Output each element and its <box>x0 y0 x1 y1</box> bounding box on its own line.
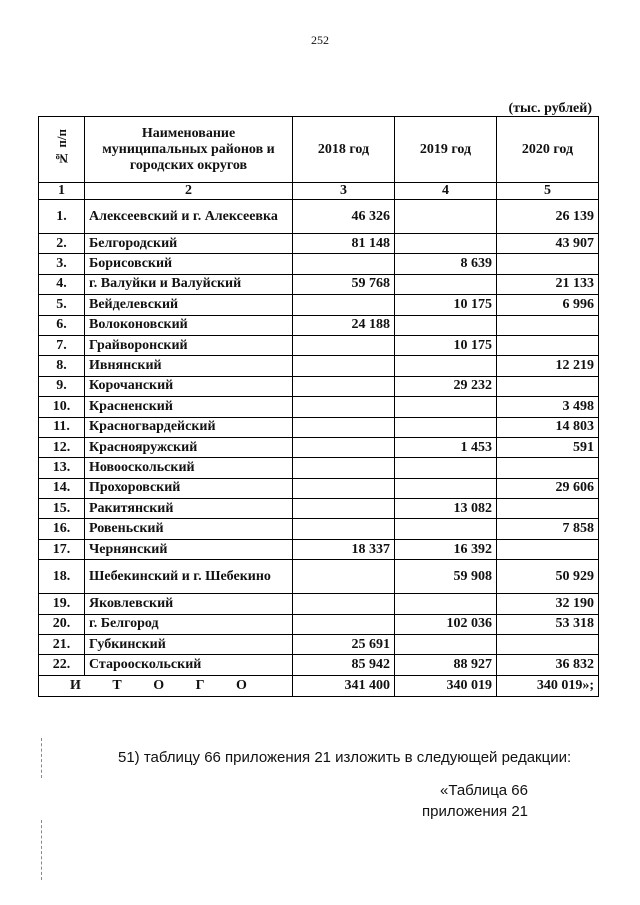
table-row <box>39 437 599 457</box>
row-number: 19. <box>39 594 85 614</box>
table-row <box>39 655 599 675</box>
column-number: 4 <box>395 183 497 200</box>
row-number: 5. <box>39 295 85 315</box>
value-2020: 591 <box>497 437 599 457</box>
page-number: 252 <box>311 33 329 47</box>
total-2020: 340 019»; <box>497 675 599 696</box>
value-2019: 10 175 <box>395 335 497 355</box>
value-2020: 6 996 <box>497 295 599 315</box>
value-2018 <box>293 254 395 274</box>
value-2020 <box>497 499 599 519</box>
table-row <box>39 200 599 234</box>
value-2019: 8 639 <box>395 254 497 274</box>
value-2020: 36 832 <box>497 655 599 675</box>
region-name: Старооскольский <box>85 655 293 675</box>
value-2018: 24 188 <box>293 315 395 335</box>
table-row <box>39 397 599 417</box>
table-row <box>39 234 599 254</box>
table-row <box>39 614 599 634</box>
header-name: Наименование муниципальных районов и городских округов <box>85 117 293 183</box>
value-2019 <box>395 519 497 539</box>
value-2020: 12 219 <box>497 356 599 376</box>
value-2020: 53 318 <box>497 614 599 634</box>
value-2019: 10 175 <box>395 295 497 315</box>
value-2018 <box>293 499 395 519</box>
table-row <box>39 295 599 315</box>
total-2019: 340 019 <box>395 675 497 696</box>
table-row <box>39 458 599 478</box>
region-name: Корочанский <box>85 376 293 396</box>
value-2020 <box>497 315 599 335</box>
value-2020: 26 139 <box>497 200 599 234</box>
table-row <box>39 274 599 294</box>
value-2018: 25 691 <box>293 635 395 655</box>
value-2019 <box>395 234 497 254</box>
header-2019: 2019 год <box>395 117 497 183</box>
margin-mark <box>41 738 43 778</box>
region-name: Краснояружский <box>85 437 293 457</box>
row-number: 20. <box>39 614 85 634</box>
row-number: 11. <box>39 417 85 437</box>
region-name: г. Белгород <box>85 614 293 634</box>
region-name: Вейделевский <box>85 295 293 315</box>
value-2020 <box>497 335 599 355</box>
table-row <box>39 356 599 376</box>
budget-table <box>38 116 599 697</box>
value-2019: 29 232 <box>395 376 497 396</box>
value-2020 <box>497 458 599 478</box>
header-2018: 2018 год <box>293 117 395 183</box>
value-2018 <box>293 376 395 396</box>
row-number: 2. <box>39 234 85 254</box>
total-row <box>39 675 599 696</box>
table-row <box>39 376 599 396</box>
row-number: 6. <box>39 315 85 335</box>
table-row <box>39 560 599 594</box>
value-2020: 29 606 <box>497 478 599 498</box>
value-2019: 1 453 <box>395 437 497 457</box>
value-2018 <box>293 437 395 457</box>
column-number: 5 <box>497 183 599 200</box>
row-number: 15. <box>39 499 85 519</box>
value-2018 <box>293 295 395 315</box>
value-2018: 18 337 <box>293 539 395 559</box>
value-2020 <box>497 539 599 559</box>
value-2019: 16 392 <box>395 539 497 559</box>
table-row <box>39 254 599 274</box>
region-name: Шебекинский и г. Шебекино <box>85 560 293 594</box>
column-number: 3 <box>293 183 395 200</box>
value-2020: 3 498 <box>497 397 599 417</box>
value-2019 <box>395 356 497 376</box>
margin-mark <box>41 820 43 880</box>
header-2020: 2020 год <box>497 117 599 183</box>
value-2018 <box>293 560 395 594</box>
table-row <box>39 315 599 335</box>
row-number: 21. <box>39 635 85 655</box>
value-2019 <box>395 315 497 335</box>
value-2019: 13 082 <box>395 499 497 519</box>
table-row <box>39 478 599 498</box>
value-2020: 32 190 <box>497 594 599 614</box>
row-number: 17. <box>39 539 85 559</box>
region-name: Красногвардейский <box>85 417 293 437</box>
value-2019 <box>395 274 497 294</box>
table-row <box>39 594 599 614</box>
row-number: 1. <box>39 200 85 234</box>
region-name: Чернянский <box>85 539 293 559</box>
value-2019: 102 036 <box>395 614 497 634</box>
row-number: 16. <box>39 519 85 539</box>
table-caption-line2: приложения 21 <box>422 803 528 820</box>
value-2019 <box>395 397 497 417</box>
column-number: 1 <box>39 183 85 200</box>
value-2020 <box>497 376 599 396</box>
table-row <box>39 417 599 437</box>
value-2020 <box>497 635 599 655</box>
row-number: 12. <box>39 437 85 457</box>
value-2018 <box>293 335 395 355</box>
value-2020: 21 133 <box>497 274 599 294</box>
value-2018 <box>293 614 395 634</box>
row-number: 3. <box>39 254 85 274</box>
value-2020: 43 907 <box>497 234 599 254</box>
header-num: № п/п <box>39 117 85 183</box>
region-name: Красненский <box>85 397 293 417</box>
region-name: Губкинский <box>85 635 293 655</box>
value-2018 <box>293 478 395 498</box>
value-2019 <box>395 200 497 234</box>
region-name: Ивнянский <box>85 356 293 376</box>
value-2018 <box>293 519 395 539</box>
row-number: 4. <box>39 274 85 294</box>
table-row <box>39 499 599 519</box>
row-number: 8. <box>39 356 85 376</box>
row-number: 22. <box>39 655 85 675</box>
value-2019 <box>395 635 497 655</box>
row-number: 9. <box>39 376 85 396</box>
value-2019 <box>395 458 497 478</box>
region-name: Белгородский <box>85 234 293 254</box>
value-2019 <box>395 594 497 614</box>
value-2019 <box>395 417 497 437</box>
value-2020: 14 803 <box>497 417 599 437</box>
value-2018: 46 326 <box>293 200 395 234</box>
value-2018 <box>293 594 395 614</box>
row-number: 13. <box>39 458 85 478</box>
table-row <box>39 335 599 355</box>
row-number: 14. <box>39 478 85 498</box>
region-name: Ракитянский <box>85 499 293 519</box>
region-name: Волоконовский <box>85 315 293 335</box>
region-name: Борисовский <box>85 254 293 274</box>
table-row <box>39 519 599 539</box>
row-number: 7. <box>39 335 85 355</box>
column-number: 2 <box>85 183 293 200</box>
header-row <box>39 117 599 183</box>
value-2018: 81 148 <box>293 234 395 254</box>
value-2019 <box>395 478 497 498</box>
value-2019: 59 908 <box>395 560 497 594</box>
row-number: 18. <box>39 560 85 594</box>
region-name: Яковлевский <box>85 594 293 614</box>
region-name: Новооскольский <box>85 458 293 478</box>
value-2020: 50 929 <box>497 560 599 594</box>
column-number-row <box>39 183 599 200</box>
value-2018 <box>293 458 395 478</box>
value-2018 <box>293 397 395 417</box>
region-name: Прохоровский <box>85 478 293 498</box>
value-2018: 85 942 <box>293 655 395 675</box>
region-name: Грайворонский <box>85 335 293 355</box>
region-name: Алексеевский и г. Алексеевка <box>85 200 293 234</box>
table-row <box>39 635 599 655</box>
value-2020 <box>497 254 599 274</box>
value-2018 <box>293 417 395 437</box>
value-2018: 59 768 <box>293 274 395 294</box>
value-2019: 88 927 <box>395 655 497 675</box>
region-name: Ровеньский <box>85 519 293 539</box>
units-note: (тыс. рублей) <box>508 101 592 116</box>
total-label: И Т О Г О <box>39 675 293 696</box>
row-number: 10. <box>39 397 85 417</box>
total-2018: 341 400 <box>293 675 395 696</box>
amendment-paragraph: 51) таблицу 66 приложения 21 изложить в следующей редакции: <box>118 749 572 766</box>
region-name: г. Валуйки и Валуйский <box>85 274 293 294</box>
value-2020: 7 858 <box>497 519 599 539</box>
table-row <box>39 539 599 559</box>
value-2018 <box>293 356 395 376</box>
table-caption-line1: «Таблица 66 <box>439 782 528 799</box>
